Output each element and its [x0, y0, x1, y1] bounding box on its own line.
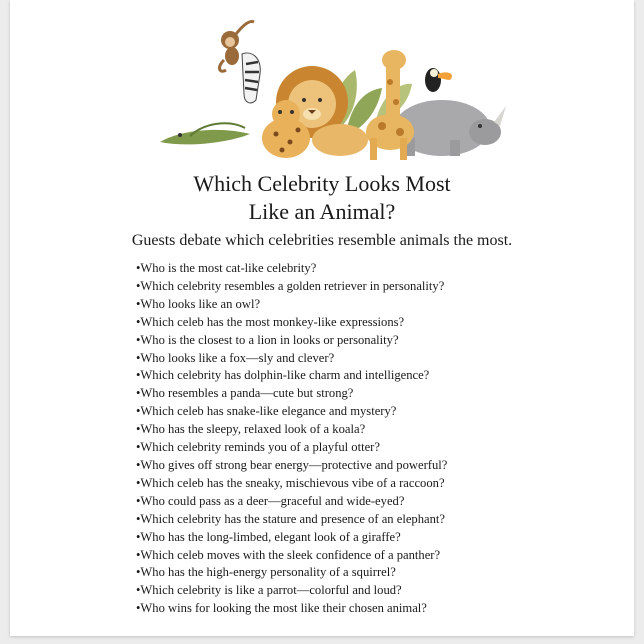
- page-title: [10, 170, 634, 226]
- title-line-1: Which Celebrity Looks Most: [193, 171, 451, 196]
- question-item: • Who could pass as a deer—graceful and wide-eyed?: [136, 493, 616, 511]
- subtitle: Guests debate which celebrities resemble animals the most.: [131, 232, 513, 249]
- question-item: • Which celebrity has the stature and presence of an elephant?: [136, 511, 616, 529]
- question-item: • Who is the closest to a lion in looks or personality?: [136, 332, 616, 350]
- question-item: • Who looks like a fox—sly and clever?: [136, 350, 616, 368]
- question-item: • Who has the long-limbed, elegant look of a giraffe?: [136, 529, 616, 547]
- question-item: • Which celebrity reminds you of a playful otter?: [136, 439, 616, 457]
- game-card: [10, 0, 634, 636]
- question-item: • Which celeb has the sneaky, mischievous vibe of a raccoon?: [136, 475, 616, 493]
- title-line-2: Like an Animal?: [248, 199, 396, 224]
- question-item: • Who wins for looking the most like their chosen animal?: [136, 600, 616, 618]
- question-item: • Who gives off strong bear energy—protective and powerful?: [136, 457, 616, 475]
- question-item: • Who looks like an owl?: [136, 296, 616, 314]
- question-item: • Who is the most cat-like celebrity?: [136, 260, 616, 278]
- question-item: • Which celeb moves with the sleek confidence of a panther?: [136, 547, 616, 565]
- question-item: • Which celebrity resembles a golden retriever in personality?: [136, 278, 616, 296]
- question-item: • Who resembles a panda—cute but strong?: [136, 385, 616, 403]
- zebra-icon: [242, 53, 260, 103]
- crocodile-icon: [160, 123, 250, 144]
- question-item: • Which celeb has the most monkey-like expressions?: [136, 314, 616, 332]
- toucan-icon: [425, 68, 452, 92]
- question-item: • Which celebrity is like a parrot—colorful and loud?: [136, 582, 616, 600]
- question-item: • Which celebrity has dolphin-like charm and intelligence?: [136, 367, 616, 385]
- question-item: • Who has the high-energy personality of a squirrel?: [136, 564, 616, 582]
- question-item: • Which celeb has snake-like elegance and mystery?: [136, 403, 616, 421]
- question-item: • Who has the sleepy, relaxed look of a koala?: [136, 421, 616, 439]
- question-list: [136, 260, 616, 618]
- safari-animals-illustration: [150, 10, 510, 170]
